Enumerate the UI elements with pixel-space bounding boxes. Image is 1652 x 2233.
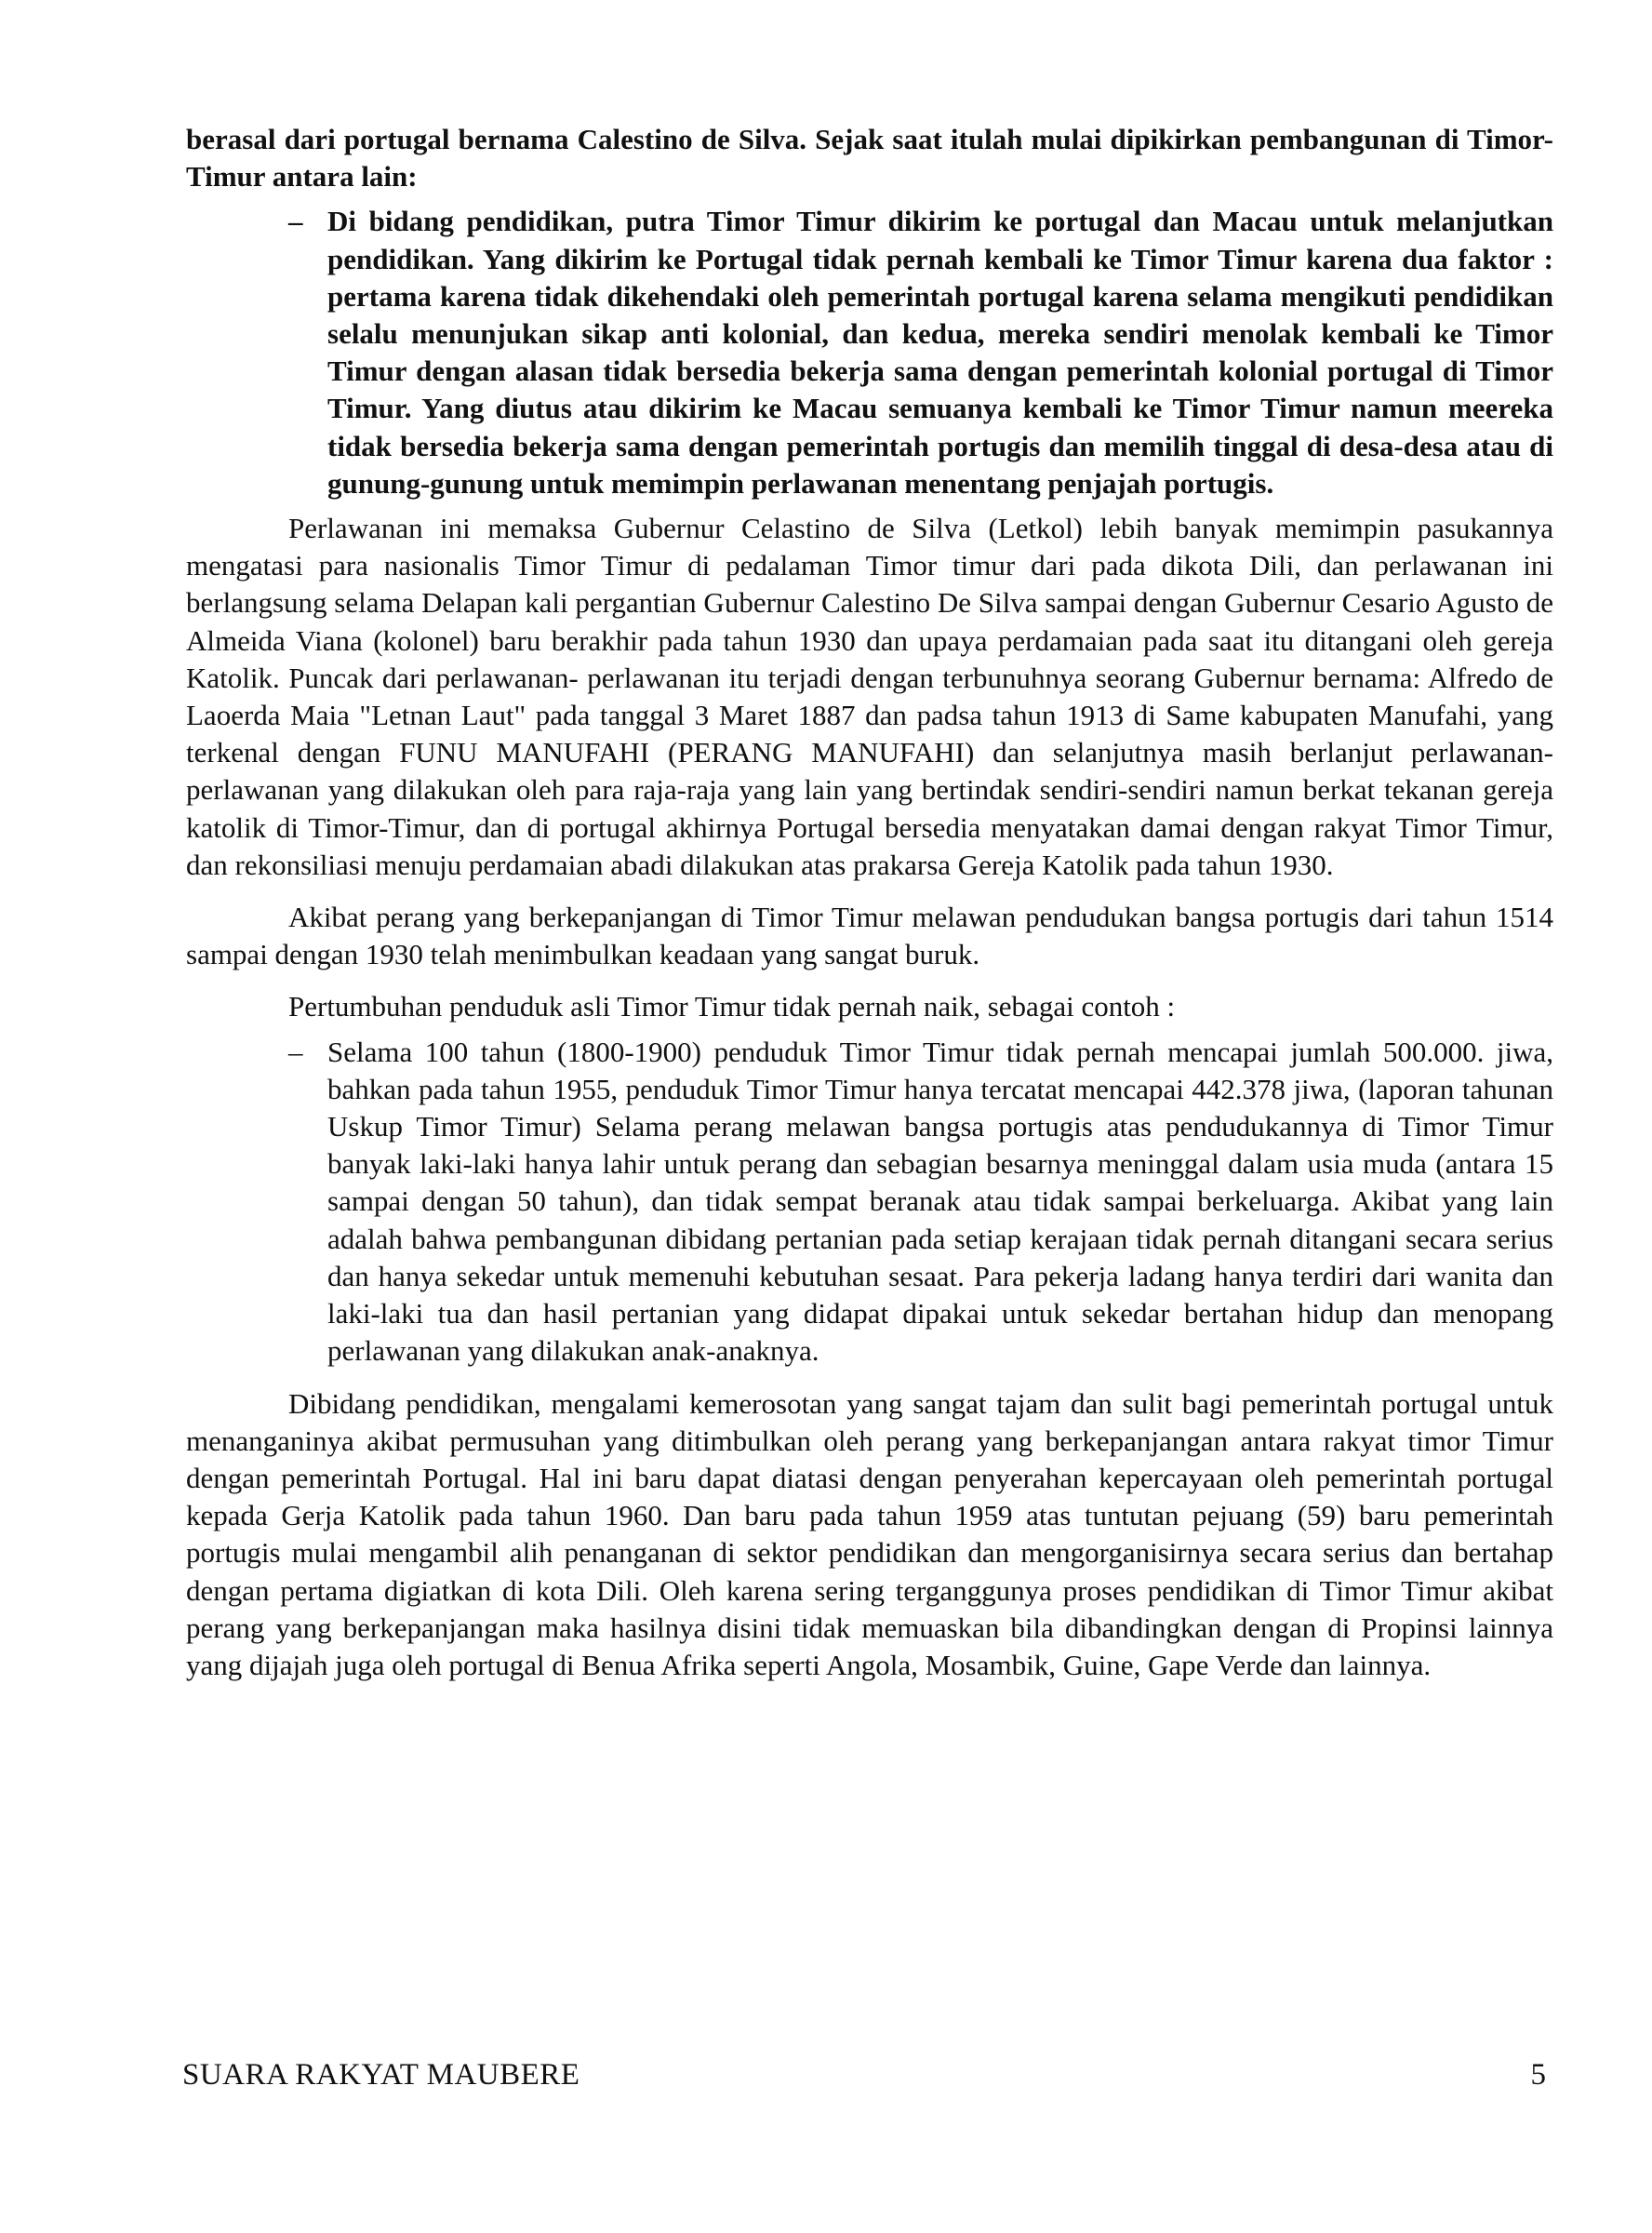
intro-paragraph: berasal dari portugal bernama Calestino de Silva. Sejak saat itulah mulai dipikirkan pembangunan di Timor-Timur antara lain: [186,123,1553,194]
bullet-text: Di bidang pendidikan, putra Timor Timur dikirim ke portugal dan Macau untuk melanjutkan pendidikan. Yang dikirim ke Portugal tidak pernah kembali ke Timor Timur karena dua faktor : pertama karena tidak dikehendaki oleh pemerintah portugal karena selama mengikuti pendidikan selalu menunjukan sikap anti kolonial, dan kedua, mereka sendiri menolak kembali ke Timor Timur dengan alasan tidak bersedia bekerja sama dengan pemerintah kolonial portugal di Timor Timur. Yang diutus atau dikirim ke Macau semuanya kembali ke Timor Timur namun meereka tidak bersedia bekerja sama dengan pemerintah portugis dan memilih tinggal di desa-desa atau di gunung-gunung untuk memimpin perlawanan menentang penjajah portugis. [327,205,1553,500]
bullet-population-stats [288,1034,1553,1371]
paragraph-population: Pertumbuhan penduduk asli Timor Timur tidak pernah naik, sebagai contoh : [288,990,1176,1023]
page-number: 5 [1530,2058,1546,2092]
paragraph-education: Dibidang pendidikan, mengalami kemerosotan yang sangat tajam dan sulit bagi pemerintah portugal untuk menanganinya akibat permusuhan yang ditimbulkan oleh perang yang berkepanjangan antara rakyat timor Timur dengan pemerintah Portugal. Hal ini baru dapat diatasi dengan penyerahan kepercayaan oleh pemerintah portugal kepada Gerja Katolik pada tahun 1960. Dan baru pada tahun 1959 atas tuntutan pejuang (59) baru pemerintah portugis mulai mengambil alih penanganan di sektor pendidikan dan mengorganisirnya secara serius dan bertahap dengan pertama digiatkan di kota Dili. Oleh karena sering terganggunya proses pendidikan di Timor Timur akibat perang yang berkepanjangan maka hasilnya disini tidak memuaskan bila dibandingkan dengan di Propinsi lainnya yang dijajah juga oleh portugal di Benua Afrika seperti Angola, Mosambik, Guine, Gape Verde dan lainnya. [186,1386,1553,1681]
paragraph-resistance: Perlawanan ini memaksa Gubernur Celastino de Silva (Letkol) lebih banyak memimpin pasukannya mengatasi para nasionalis Timor Timur di pedalaman Timor timur dari pada dikota Dili, dan perlawanan ini berlangsung selama Delapan kali pergantian Gubernur Calestino De Silva sampai dengan Gubernur Cesario Agusto de Almeida Viana (kolonel) baru berakhir pada tahun 1930 dan upaya perdamaian pada saat itu ditangani oleh gereja Katolik. Puncak dari perlawanan- perlawanan itu terjadi dengan terbunuhnya seorang Gubernur bernama: Alfredo de Laoerda Maia "Letnan Laut" pada tanggal 3 Maret 1887 dan padsa tahun 1913 di Same kabupaten Manufahi, yang terkenal dengan FUNU MANUFAHI (PERANG MANUFAHI) dan selanjutnya masih berlanjut perlawanan- perlawanan yang dilakukan oleh para raja-raja yang lain yang bertindak sendiri-sendiri namun berkat tekanan gereja katolik di Timor-Timur, dan di portugal akhirnya Portugal bersedia menyatakan damai dengan rakyat Timor Timur, dan rekonsiliasi menuju perdamaian abadi dilakukan atas prakarsa Gereja Katolik pada tahun 1930. [186,512,1553,881]
paragraph-war-effects: Akibat perang yang berkepanjangan di Timor Timur melawan pendudukan bangsa portugis dari tahun 1514 sampai dengan 1930 telah menimbulkan keadaan yang sangat buruk. [186,901,1553,971]
bullet-text: Selama 100 tahun (1800-1900) penduduk Timor Timur tidak pernah mencapai jumlah 500.000. jiwa, bahkan pada tahun 1955, penduduk Timor Timur hanya tercatat mencapai 442.378 jiwa, (laporan tahunan Uskup Timor Timur) Selama perang melawan bangsa portugis atas pendudukannya di Timor Timur banyak laki-laki hanya lahir untuk perang dan sebagian besarnya meninggal dalam usia muda (antara 15 sampai dengan 50 tahun), dan tidak sempat beranak atau tidak sampai berkeluarga. Akibat yang lain adalah bahwa pembangunan dibidang pertanian pada setiap kerajaan tidak pernah ditangani secara serius dan hanya sekedar untuk memenuhi kebutuhan sesaat. Para pekerja ladang hanya terdiri dari wanita dan laki-laki tua dan hasil pertanian yang didapat dipakai untuk sekedar bertahan hidup dan menopang perlawanan yang dilakukan anak-anaknya. [327,1035,1553,1368]
dash-bullet-marker: – [288,205,303,238]
journal-title: SUARA RAKYAT MAUBERE [182,2058,580,2092]
page-footer [182,2058,1550,2099]
body-text [186,121,1553,1684]
bullet-education-abroad [288,203,1553,502]
dash-bullet-marker: – [288,1035,303,1068]
